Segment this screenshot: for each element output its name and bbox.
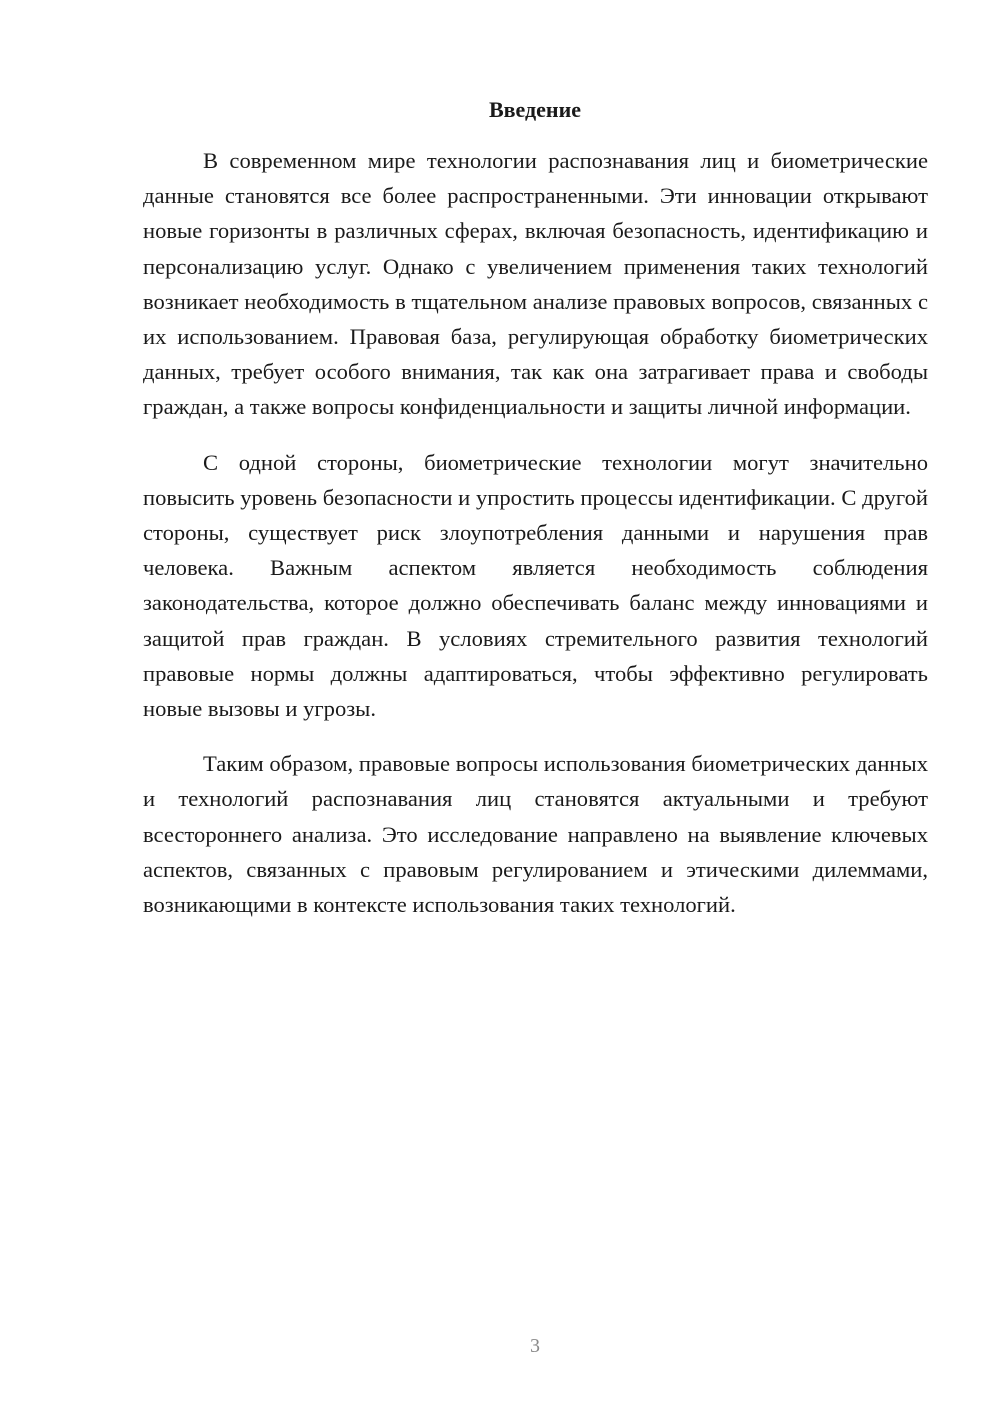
paragraph-1: В современном мире технологии распознавания лиц и биометрические данные становятся все более распространенными. Эти инновации открывают новые горизонты в различных сферах, включая безопасность, идентификацию и персонализацию услуг. Однако с увеличением применения таких технологий возникает необходимость в тщательном анализе правовых вопросов, связанных с их использованием. Правовая база, регулирующая обработку биометрических данных, требует особого внимания, так как она затрагивает права и свободы граждан, а также вопросы конфиденциальности и защиты личной информации. xyxy=(143,148,928,420)
page-number: 3 xyxy=(530,1335,540,1357)
body-text xyxy=(143,143,928,942)
paragraph-3: Таким образом, правовые вопросы использования биометрических данных и технологий распознавания лиц становятся актуальными и требуют всестороннего анализа. Это исследование направлено на выявление ключевых аспектов, связанных с правовым регулированием и этическими дилеммами, возникающими в контексте использования таких технологий. xyxy=(143,751,928,918)
section-heading: Введение xyxy=(488,97,582,122)
paragraph-2: С одной стороны, биометрические технологии могут значительно повысить уровень безопасности и упростить процессы идентификации. С другой стороны, существует риск злоупотребления данными и нарушения прав человека. Важным аспектом является необходимость соблюдения законодательства, которое должно обеспечивать баланс между инновациями и защитой прав граждан. В условиях стремительного развития технологий правовые нормы должны адаптироваться, чтобы эффективно регулировать новые вызовы и угрозы. xyxy=(143,449,928,722)
